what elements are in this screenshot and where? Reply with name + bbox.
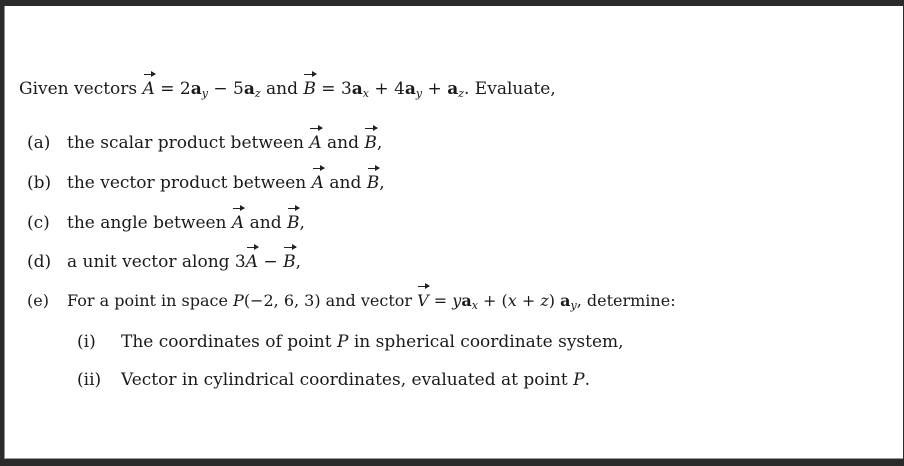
unit-vector: a bbox=[190, 79, 202, 99]
item-text: Vector in cylindrical coordinates, evaluated at point bbox=[121, 370, 574, 390]
question-a bbox=[27, 132, 382, 154]
item-text: , bbox=[376, 133, 383, 153]
vector-a: A bbox=[245, 252, 259, 272]
vector-a: A bbox=[231, 213, 245, 233]
intro-text: = 2 bbox=[154, 79, 191, 99]
item-text: ) bbox=[548, 291, 561, 310]
unit-vector: a bbox=[404, 79, 416, 99]
problem-intro bbox=[19, 78, 556, 105]
intro-text: . Evaluate, bbox=[464, 79, 556, 99]
intro-text: = 3 bbox=[315, 79, 352, 99]
item-text: and bbox=[323, 173, 367, 193]
item-label: (i) bbox=[77, 332, 96, 352]
item-text: and bbox=[244, 213, 287, 233]
subscript: x bbox=[362, 87, 370, 100]
subscript: z bbox=[254, 87, 261, 100]
vector-b: B bbox=[303, 79, 316, 99]
item-text: , bbox=[299, 213, 305, 233]
question-e-i bbox=[77, 331, 624, 353]
vector-b: B bbox=[286, 213, 300, 233]
item-label: (b) bbox=[27, 173, 52, 193]
item-text: , determine: bbox=[576, 291, 676, 310]
unit-vector: a bbox=[243, 79, 255, 99]
unit-vector: a bbox=[461, 291, 472, 310]
item-text: the scalar product between bbox=[67, 133, 310, 153]
question-e-ii bbox=[77, 369, 590, 391]
intro-text: + bbox=[422, 79, 448, 99]
vector-a: A bbox=[142, 79, 155, 99]
subscript: z bbox=[458, 87, 464, 100]
vector-b: B bbox=[364, 133, 377, 153]
item-text: + ( bbox=[477, 291, 508, 310]
variable: x bbox=[507, 291, 517, 310]
item-text: The coordinates of point bbox=[121, 332, 337, 352]
item-text: in spherical coordinate system, bbox=[348, 332, 624, 352]
item-text: + bbox=[516, 291, 541, 310]
intro-text: Given vectors bbox=[19, 79, 138, 99]
unit-vector: a bbox=[560, 291, 571, 310]
question-d bbox=[27, 251, 301, 273]
variable: z bbox=[540, 291, 549, 310]
subscript: y bbox=[415, 87, 423, 100]
item-text: , bbox=[295, 252, 301, 272]
item-text: = bbox=[428, 291, 453, 310]
variable: y bbox=[452, 291, 462, 310]
item-text: and vector bbox=[320, 291, 418, 310]
subscript: y bbox=[570, 299, 577, 312]
item-label: (ii) bbox=[77, 370, 102, 390]
vector-a: A bbox=[309, 133, 322, 153]
document-page bbox=[4, 6, 903, 459]
item-text: and bbox=[321, 133, 365, 153]
question-e bbox=[27, 290, 676, 317]
intro-text: and bbox=[260, 79, 304, 99]
vector-a: A bbox=[311, 173, 324, 193]
item-text: For a point in space bbox=[67, 291, 234, 310]
vector-b: B bbox=[366, 173, 380, 193]
subscript: y bbox=[201, 87, 208, 100]
question-b bbox=[27, 172, 385, 194]
point-coordinates: (−2, 6, 3) bbox=[243, 291, 321, 310]
item-text: a unit vector along 3 bbox=[67, 252, 246, 272]
subscript: x bbox=[471, 299, 478, 312]
item-text: , bbox=[379, 173, 385, 193]
item-label: (c) bbox=[27, 213, 50, 233]
intro-text: − 5 bbox=[207, 79, 244, 99]
item-label: (a) bbox=[27, 133, 51, 153]
item-text: the angle between bbox=[67, 213, 232, 233]
vector-v: V bbox=[417, 291, 429, 310]
item-text: . bbox=[584, 370, 590, 390]
item-text: the vector product between bbox=[67, 173, 312, 193]
unit-vector: a bbox=[447, 79, 459, 99]
point-p: P bbox=[573, 370, 585, 390]
item-label: (e) bbox=[27, 291, 49, 310]
item-label: (d) bbox=[27, 252, 52, 272]
point-p: P bbox=[336, 332, 349, 352]
question-c bbox=[27, 212, 305, 234]
intro-text: + 4 bbox=[369, 79, 405, 99]
vector-b: B bbox=[283, 252, 296, 272]
point-p: P bbox=[233, 291, 244, 310]
unit-vector: a bbox=[351, 79, 363, 99]
item-text: − bbox=[258, 252, 284, 272]
